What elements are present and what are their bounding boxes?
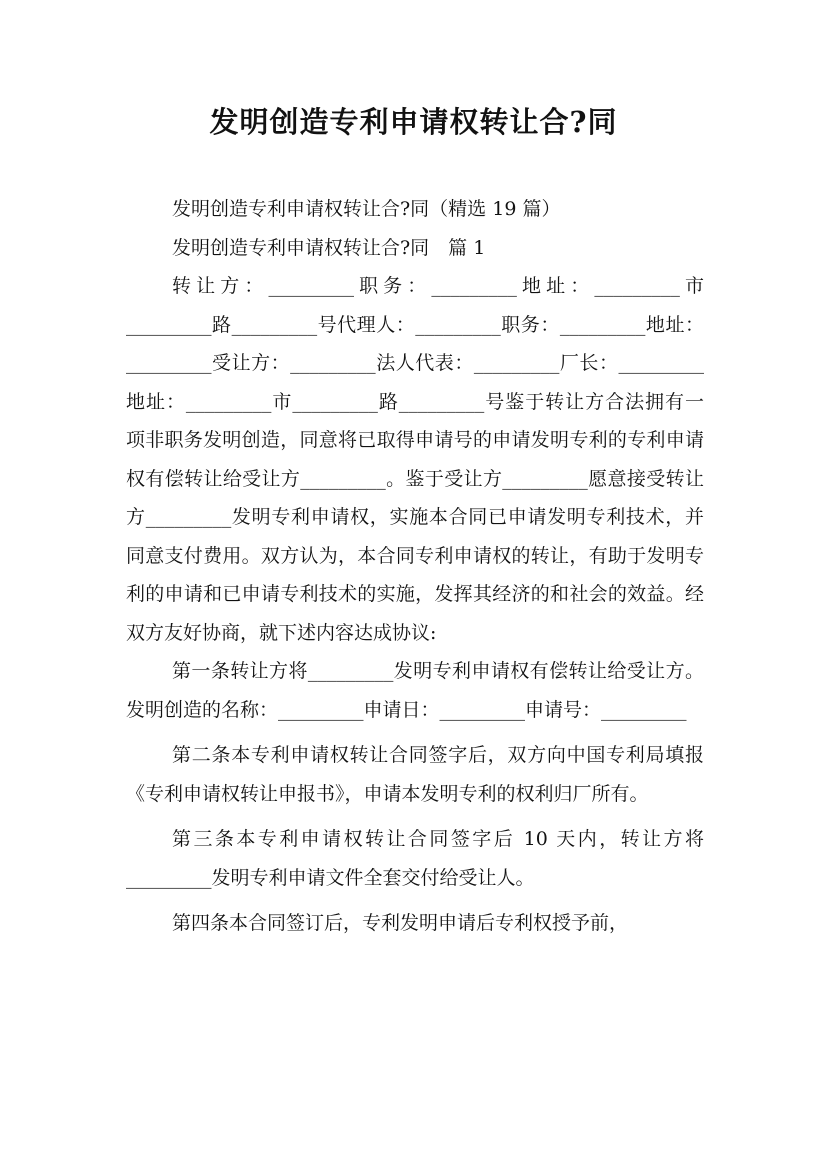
article-3-paragraph: 第三条本专利申请权转让合同签字后 10 天内，转让方将_________发明专利申请文件全套交付给受让人。 (126, 828, 704, 889)
document-body (126, 190, 704, 943)
section-heading: 发明创造专利申请权转让合?同 篇 1 (172, 236, 486, 259)
article-4-paragraph: 第四条本合同签订后，专利发明申请后专利权授予前， (172, 912, 629, 934)
document-title: 发明创造专利申请权转让合?同 (209, 105, 618, 139)
subtitle-line: 发明创造专利申请权转让合?同（精选 19 篇） (172, 198, 561, 220)
article-1-paragraph: 第一条转让方将_________发明专利申请权有偿转让给受让方。发明创造的名称：_________申请日：_________申请号：_________ (126, 660, 704, 721)
parties-paragraph: 转让方：_________职务：_________地址：_________市_________路_________号代理人：_________职务：_________地址：_________受让方：_________法人代表：_________厂长：_________地址：_________市_________路_________号鉴于转让方合法拥有一项非职务发明创造，同意将已取得申请号的申请发明专利的专利申请权有偿转让给受让方_________。鉴于受让方_________愿意接受转让方_________发明专利申请权，实施本合同已申请发明专利技术，并同意支付费用。双方认为，本合同专利申请权的转让，有助于发明专利的申请和已申请专利技术的实施，发挥其经济的和社会的效益。经双方友好协商，就下述内容达成协议: (126, 275, 704, 644)
article-2-paragraph: 第二条本专利申请权转让合同签字后，双方向中国专利局填报《专利申请权转让申报书》，申请本发明专利的权利归厂所有。 (126, 744, 704, 805)
